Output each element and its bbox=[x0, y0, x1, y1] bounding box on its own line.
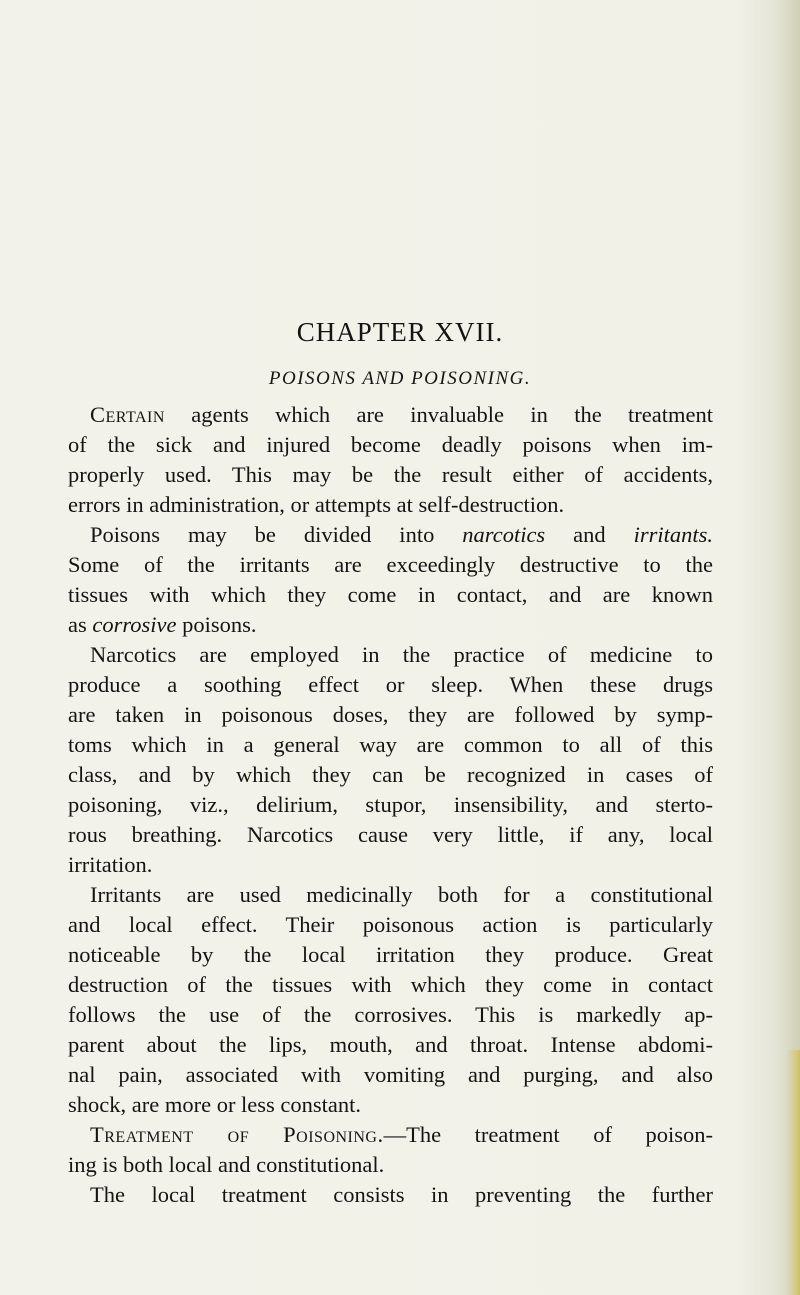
text-run: parent about the lips, mouth, and throat. Intense abdomi- bbox=[68, 1032, 713, 1057]
text-line bbox=[68, 1000, 713, 1030]
page-edge-discoloration bbox=[786, 1050, 800, 1295]
text-run: and bbox=[545, 522, 634, 547]
text-run: produce a soothing effect or sleep. When these drugs bbox=[68, 672, 713, 697]
text-line bbox=[68, 490, 713, 520]
text-run: agents which are invaluable in the treatment bbox=[164, 402, 713, 427]
text-line bbox=[68, 880, 713, 910]
text-run: noticeable by the local irritation they produce. Great bbox=[68, 942, 713, 967]
section-title: POISONS AND POISONING. bbox=[268, 368, 532, 389]
text-line bbox=[68, 580, 713, 610]
text-run: errors in administration, or attempts at self-destruction. bbox=[68, 492, 565, 517]
text-line bbox=[68, 700, 713, 730]
text-line bbox=[68, 820, 713, 850]
text-line bbox=[68, 1120, 713, 1150]
text-run: and local effect. Their poisonous action is particularly bbox=[68, 912, 713, 937]
text-line bbox=[68, 730, 713, 760]
text-line bbox=[68, 610, 713, 640]
text-run: properly used. This may be the result either of accidents, bbox=[68, 462, 713, 487]
text-run: irritation. bbox=[68, 852, 153, 877]
text-line bbox=[68, 790, 713, 820]
text-run: of the sick and injured become deadly poisons when im- bbox=[68, 432, 713, 457]
text-line bbox=[68, 940, 713, 970]
text-run: nal pain, associated with vomiting and purging, and also bbox=[68, 1062, 713, 1087]
text-line bbox=[68, 760, 713, 790]
text-run: toms which in a general way are common to all of this bbox=[68, 732, 713, 757]
text-line bbox=[68, 520, 713, 550]
text-run: —The treatment of poison- bbox=[383, 1122, 713, 1147]
text-run: are taken in poisonous doses, they are followed by symp- bbox=[68, 702, 713, 727]
text-line bbox=[68, 430, 713, 460]
text-line bbox=[68, 400, 713, 430]
text-run: poisoning, viz., delirium, stupor, insensibility, and sterto- bbox=[68, 792, 713, 817]
text-line bbox=[68, 850, 713, 880]
text-run: Narcotics are employed in the practice of medicine to bbox=[90, 642, 713, 667]
text-line bbox=[68, 1090, 713, 1120]
text-line bbox=[68, 460, 713, 490]
text-line bbox=[68, 910, 713, 940]
text-run: destruction of the tissues with which they come in contact bbox=[68, 972, 713, 997]
text-run: ing is both local and constitutional. bbox=[68, 1152, 385, 1177]
text-line bbox=[68, 1060, 713, 1090]
text-line bbox=[68, 970, 713, 1000]
text-run: as bbox=[68, 612, 93, 637]
text-run: tissues with which they come in contact, and are known bbox=[68, 582, 713, 607]
text-line bbox=[68, 550, 713, 580]
text-run: Poisons may be divided into bbox=[90, 522, 463, 547]
text-line bbox=[68, 640, 713, 670]
text-run: follows the use of the corrosives. This is markedly ap- bbox=[68, 1002, 713, 1027]
text-run: Some of the irritants are exceedingly destructive to the bbox=[68, 552, 713, 577]
text-run: The local treatment consists in preventing the further bbox=[90, 1182, 713, 1207]
chapter-title: CHAPTER XVII. bbox=[296, 317, 504, 347]
text-run: rous breathing. Narcotics cause very little, if any, local bbox=[68, 822, 713, 847]
text-line bbox=[68, 1150, 713, 1180]
body-text bbox=[68, 400, 713, 1210]
small-caps-lead: Treatment of Poisoning. bbox=[90, 1122, 384, 1147]
text-line bbox=[68, 1030, 713, 1060]
text-line bbox=[68, 670, 713, 700]
text-line bbox=[68, 1180, 713, 1210]
text-run: Irritants are used medicinally both for a constitutional bbox=[90, 882, 713, 907]
small-caps-lead: Certain bbox=[90, 402, 165, 427]
text-run: shock, are more or less constant. bbox=[68, 1092, 362, 1117]
italic-term: narcotics bbox=[462, 522, 546, 547]
italic-term: corrosive bbox=[92, 612, 177, 637]
text-run: class, and by which they can be recognized in cases of bbox=[68, 762, 713, 787]
text-run: poisons. bbox=[176, 612, 257, 637]
italic-term: irritants. bbox=[633, 522, 713, 547]
